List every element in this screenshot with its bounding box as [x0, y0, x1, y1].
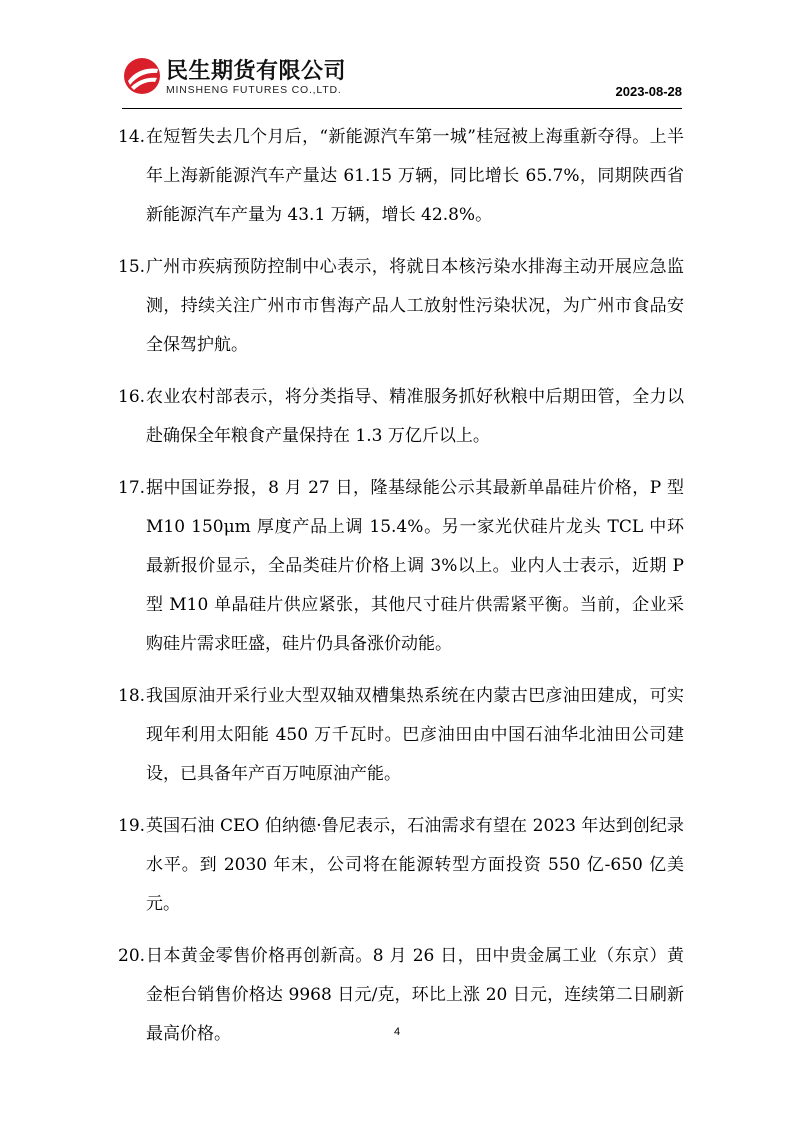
item-text: 英国石油 CEO 伯纳德·鲁尼表示，石油需求有望在 2023 年达到创纪录水平。到 2030 年末，公司将在能源转型方面投资 550 亿-650 亿美元。 [146, 816, 684, 914]
item-number: 16. [118, 387, 146, 407]
news-item-17 [118, 469, 684, 664]
company-name-cn: 民生期货有限公司 [166, 59, 347, 84]
item-text: 日本黄金零售价格再创新高。8 月 26 日，田中贵金属工业（东京）黄金柜台销售价格达 9968 日元/克，环比上涨 20 日元，连续第二日刷新最高价格。 [146, 946, 684, 1044]
minsheng-logo-icon [122, 56, 162, 96]
header-divider [122, 108, 682, 109]
company-logo [122, 52, 372, 100]
item-text: 农业农村部表示，将分类指导、精准服务抓好秋粮中后期田管，全力以赴确保全年粮食产量保持在 1.3 万亿斤以上。 [146, 387, 684, 446]
item-number: 20. [118, 946, 146, 966]
news-item-18 [118, 677, 684, 794]
news-item-16 [118, 378, 684, 456]
item-text: 在短暂失去几个月后，“新能源汽车第一城”桂冠被上海重新夺得。上半年上海新能源汽车产量达 61.15 万辆，同比增长 65.7%，同期陕西省新能源汽车产量为 43.1 万辆，增长 42.8%。 [146, 127, 684, 225]
page-number: 4 [393, 1026, 401, 1038]
item-number: 15. [118, 257, 146, 277]
item-number: 19. [118, 816, 146, 836]
report-date: 2023-08-28 [615, 84, 682, 99]
item-number: 17. [118, 478, 146, 498]
item-number: 18. [118, 686, 146, 706]
item-text: 据中国证券报，8 月 27 日，隆基绿能公示其最新单晶硅片价格，P 型 M10 150μm 厚度产品上调 15.4%。另一家光伏硅片龙头 TCL 中环最新报价显示，全品类硅片价格上调 3%以上。业内人士表示，近期 P 型 M10 单晶硅片供应紧张，其他尺寸硅片供需紧平衡。当前，企业采购硅片需求旺盛，硅片仍具备涨价动能。 [146, 478, 684, 654]
news-item-15 [118, 248, 684, 365]
page-header [122, 52, 682, 112]
item-number: 14. [118, 127, 146, 147]
news-item-14 [118, 118, 684, 235]
news-list [118, 118, 684, 1067]
company-name-en: MINSHENG FUTURES CO.,LTD. [166, 84, 342, 96]
news-item-19 [118, 807, 684, 924]
item-text: 我国原油开采行业大型双轴双槽集热系统在内蒙古巴彦油田建成，可实现年利用太阳能 450 万千瓦时。巴彦油田由中国石油华北油田公司建设，已具备年产百万吨原油产能。 [146, 686, 684, 784]
item-text: 广州市疾病预防控制中心表示，将就日本核污染水排海主动开展应急监测，持续关注广州市市售海产品人工放射性污染状况，为广州市食品安全保驾护航。 [146, 257, 684, 355]
